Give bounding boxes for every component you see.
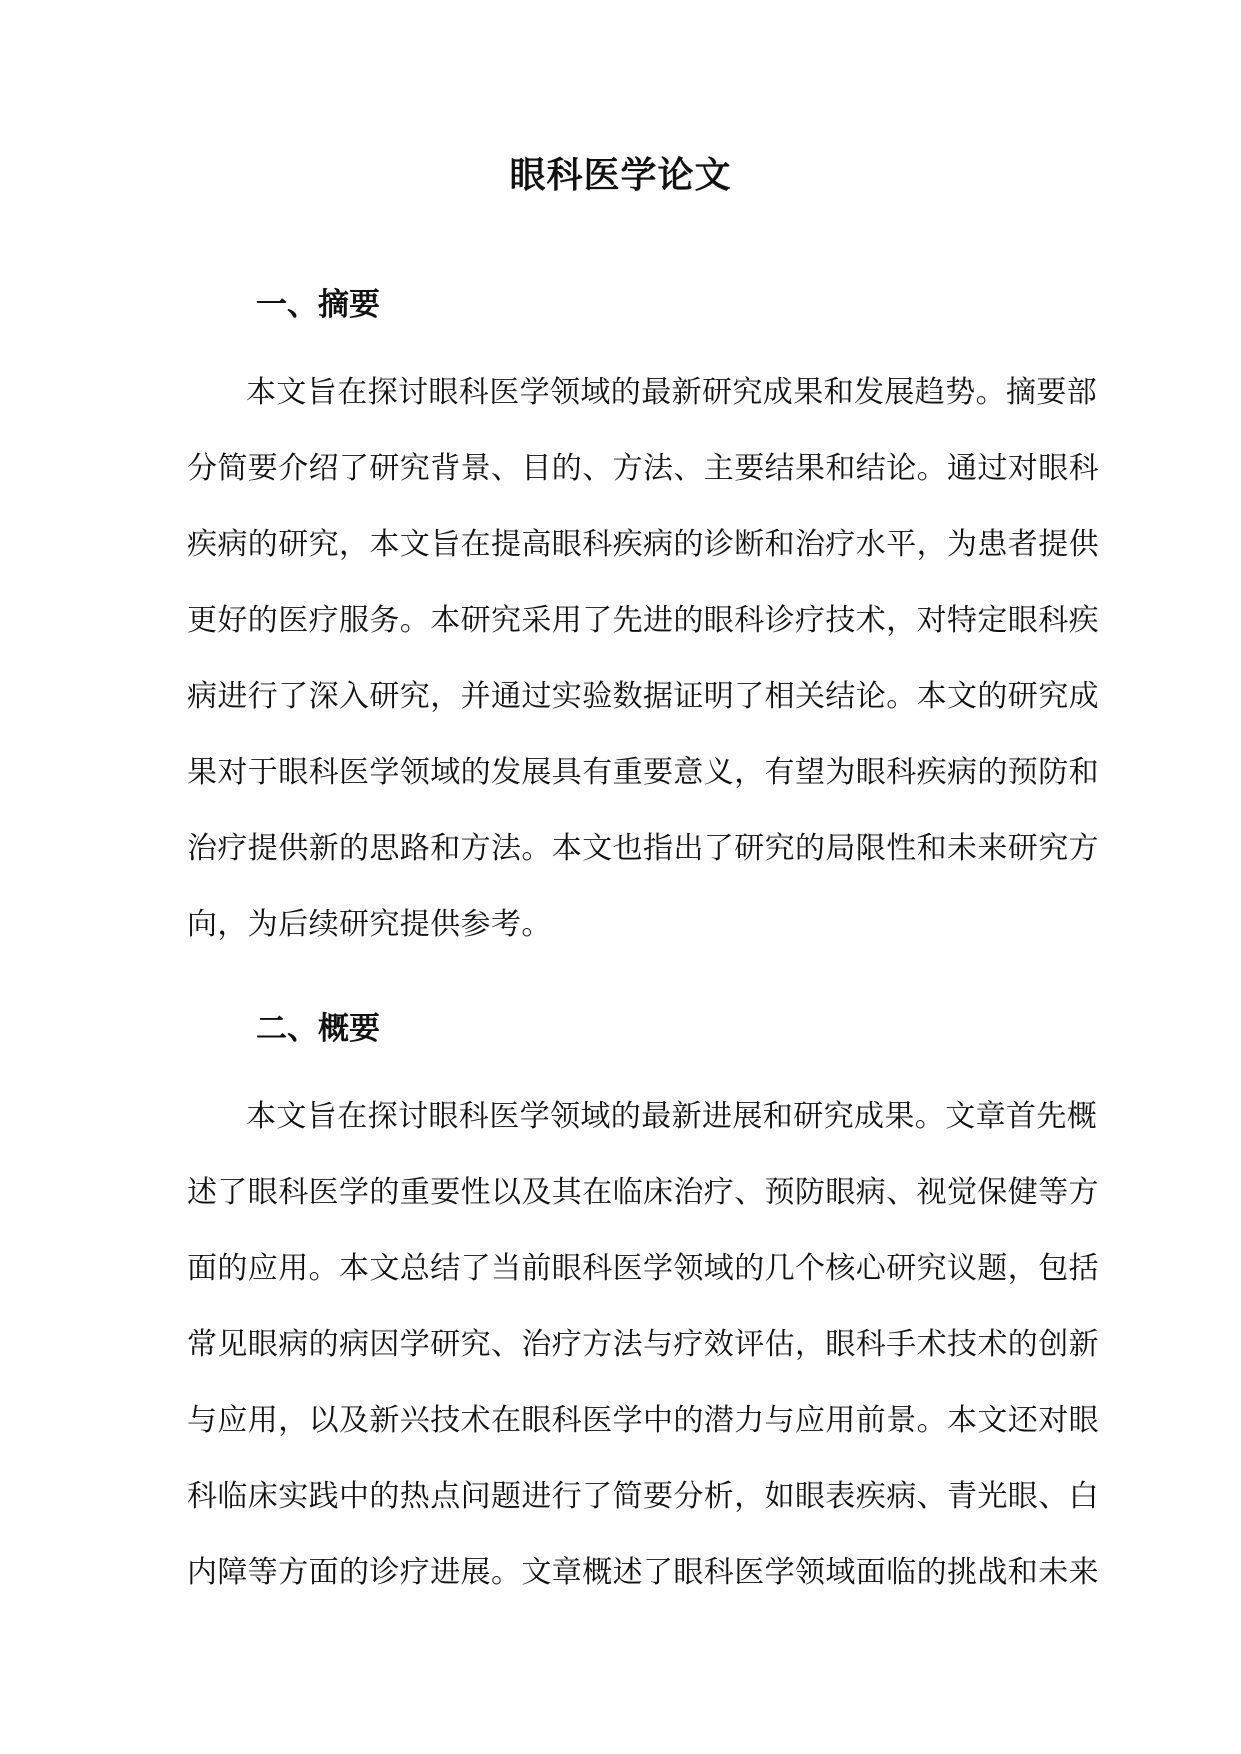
paragraph-line: 病进行了深入研究，并通过实验数据证明了相关结论。本文的研究成 — [187, 679, 1099, 714]
paragraph-line: 面的应用。本文总结了当前眼科医学领域的几个核心研究议题，包括 — [187, 1251, 1099, 1286]
paragraph-line: 疾病的研究，本文旨在提高眼科疾病的诊断和治疗水平，为患者提供 — [187, 527, 1099, 562]
paragraph-line: 常见眼病的病因学研究、治疗方法与疗效评估，眼科手术技术的创新 — [187, 1327, 1099, 1362]
paragraph-line: 与应用，以及新兴技术在眼科医学中的潜力与应用前景。本文还对眼 — [187, 1403, 1099, 1438]
paragraph-line: 治疗提供新的思路和方法。本文也指出了研究的局限性和未来研究方 — [187, 831, 1099, 866]
paragraph-line: 更好的医疗服务。本研究采用了先进的眼科诊疗技术，对特定眼科疾 — [187, 603, 1099, 638]
section-body-abstract — [187, 355, 1099, 963]
paragraph-line: 内障等方面的诊疗进展。文章概述了眼科医学领域面临的挑战和未来 — [187, 1555, 1099, 1590]
paragraph-line: 本文旨在探讨眼科医学领域的最新进展和研究成果。文章首先概 — [246, 1099, 1098, 1134]
section-heading-overview: 二、概要 — [256, 1011, 380, 1047]
section-heading-abstract: 一、摘要 — [256, 287, 380, 323]
document-title: 眼科医学论文 — [509, 154, 732, 196]
paragraph-line: 述了眼科医学的重要性以及其在临床治疗、预防眼病、视觉保健等方 — [187, 1175, 1099, 1210]
section-body-overview — [187, 1079, 1099, 1611]
paragraph-line: 科临床实践中的热点问题进行了简要分析，如眼表疾病、青光眼、白 — [187, 1479, 1099, 1514]
paragraph-line: 分简要介绍了研究背景、目的、方法、主要结果和结论。通过对眼科 — [187, 451, 1099, 486]
paragraph-line: 果对于眼科医学领域的发展具有重要意义，有望为眼科疾病的预防和 — [187, 755, 1099, 790]
paragraph-line: 本文旨在探讨眼科医学领域的最新研究成果和发展趋势。摘要部 — [246, 375, 1098, 410]
paragraph-line: 向，为后续研究提供参考。 — [187, 907, 552, 942]
